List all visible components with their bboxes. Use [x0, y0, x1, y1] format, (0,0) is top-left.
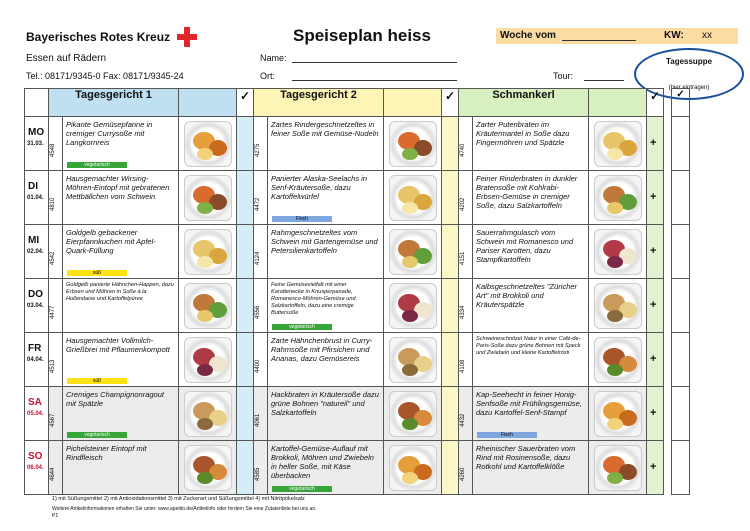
- dish-photo: [389, 175, 437, 221]
- dish-image-cell: [384, 441, 442, 495]
- dish-number: 4124: [255, 251, 261, 265]
- day-date: 06.04.: [27, 465, 44, 471]
- dish-description: Kap-Seehecht in feiner Honig-Senfsoße mit Frühlingsgemüse, dazu Kartoffel-Senf-Stampf: [476, 390, 582, 417]
- dish-description: Pikante Gemüsepfanne in cremiger Currysoße mit Langkornreis: [66, 120, 153, 147]
- order-checkbox[interactable]: [237, 225, 254, 279]
- dish-number: 4202: [460, 197, 466, 211]
- dish-text-cell: [473, 171, 589, 225]
- order-checkbox[interactable]: [647, 171, 664, 225]
- dish-number-cell: [49, 171, 63, 225]
- dish-text-cell: [473, 225, 589, 279]
- dish-number: 4556: [255, 305, 261, 319]
- dish-description: Hausgemachter Vollmilch-Grießbrei mit Pflaumenkompott: [66, 336, 170, 354]
- dish-text-cell: [268, 441, 384, 495]
- day-cell: [25, 441, 49, 495]
- dish-number: 4585: [255, 467, 261, 481]
- dish-number-cell: [254, 171, 268, 225]
- dish-number-cell: [49, 279, 63, 333]
- dish-description: Hackbraten in Kräutersoße dazu grüne Bohnen "natureil" und Salzkartoffeln: [271, 390, 379, 417]
- dish-text-cell: [268, 171, 384, 225]
- dish-number-cell: [254, 117, 268, 171]
- plus-sign: +: [650, 137, 657, 149]
- dish-description: Feine Gemüsevielfalt mit einer Karottenecke in Knusperpanade, Romanesco-Möhren-Gemüse und Salzkartoffeln, dazu eine cremige Buttersoße: [271, 282, 356, 316]
- dish-photo: [594, 121, 642, 167]
- order-checkbox[interactable]: [442, 225, 459, 279]
- dish-description: Zarte Hähnchenbrust in Curry-Rahmsoße mit Pfirsichen und Ananas, dazu Gemüsereis: [271, 336, 373, 363]
- plus-sign: +: [650, 353, 657, 365]
- column-header-1: Tagesgericht 1: [49, 89, 179, 117]
- dish-image-cell: [179, 117, 237, 171]
- order-checkbox[interactable]: [442, 387, 459, 441]
- order-checkbox[interactable]: [647, 117, 664, 171]
- plus-sign: +: [650, 191, 657, 203]
- dish-number: 4275: [255, 143, 261, 157]
- ort-field[interactable]: [292, 80, 457, 81]
- dish-description: Cremiges Champignonragout mit Spätzle: [66, 390, 164, 408]
- dish-image-cell: [589, 333, 647, 387]
- dish-text-cell: [268, 387, 384, 441]
- dish-description: Sauerrahmgulasch vom Schwein mit Romanesco und Pariser Karotten, dazu Stampfkartoffeln: [476, 228, 574, 264]
- org-name: Bayerisches Rotes Kreuz: [26, 30, 171, 44]
- dish-tag: vegetarisch: [67, 162, 127, 168]
- dish-text-cell: [268, 225, 384, 279]
- day-date: 03.04.: [27, 303, 44, 309]
- day-name: FR: [28, 343, 42, 354]
- dish-photo: [594, 445, 642, 491]
- dish-photo: [184, 445, 232, 491]
- footnotes: 1) mit Süßungsmittel 2) mit Antioxidationsmittel 3) mit Zuckerart und Süßungsmittel 4) mit Nitritpökelsalz: [52, 496, 305, 502]
- dish-number: 4472: [255, 197, 261, 211]
- dish-text-cell: [268, 117, 384, 171]
- dish-number-cell: [49, 225, 63, 279]
- dish-number-cell: [49, 117, 63, 171]
- dish-tag: vegetarisch: [272, 324, 332, 330]
- order-checkbox[interactable]: [647, 225, 664, 279]
- day-name: SA: [28, 397, 42, 408]
- dish-number: 4548: [50, 143, 56, 157]
- dish-text-cell: [473, 117, 589, 171]
- plus-sign: +: [650, 461, 657, 473]
- dish-image-cell: [179, 279, 237, 333]
- dish-image-cell: [179, 441, 237, 495]
- dish-number-cell: [459, 387, 473, 441]
- dish-photo: [594, 175, 642, 221]
- order-checkbox[interactable]: [647, 333, 664, 387]
- week-box: [496, 28, 738, 44]
- day-cell: [25, 387, 49, 441]
- dish-image-cell: [384, 171, 442, 225]
- dish-tag: Fisch: [477, 432, 537, 438]
- order-checkbox[interactable]: [442, 333, 459, 387]
- dish-description: Goldgelb panierte Hähnchen-Happen, dazu Erbsen und Möhren in Soße à la Hollandaise und Kartoffelpüree: [66, 282, 174, 302]
- dish-number: 4151: [460, 251, 466, 265]
- order-checkbox[interactable]: [237, 333, 254, 387]
- dish-tag: vegetarisch: [272, 486, 332, 492]
- dish-number-cell: [49, 387, 63, 441]
- day-cell: [25, 279, 49, 333]
- dish-number-cell: [459, 171, 473, 225]
- dish-description: Hausgemachter Wirsing-Möhren-Eintopf mit gebratenen Mettbällchen vom Schwein: [66, 174, 170, 201]
- week-label: Woche vom: [500, 30, 556, 41]
- dish-text-cell: [63, 441, 179, 495]
- plus-sign: +: [650, 299, 657, 311]
- dish-photo: [389, 283, 437, 329]
- soup-checkbox[interactable]: [672, 441, 690, 495]
- day-cell: [25, 171, 49, 225]
- order-checkbox[interactable]: [442, 171, 459, 225]
- dish-image-cell: [384, 333, 442, 387]
- dish-image-cell: [589, 117, 647, 171]
- dish-image-cell: [384, 387, 442, 441]
- dish-number-cell: [459, 225, 473, 279]
- dish-photo: [594, 283, 642, 329]
- soup-checkbox[interactable]: [672, 387, 690, 441]
- dish-number: 4644: [50, 467, 56, 481]
- dish-image-cell: [589, 171, 647, 225]
- order-checkbox[interactable]: [442, 117, 459, 171]
- dish-number-cell: [254, 279, 268, 333]
- dish-photo: [184, 121, 232, 167]
- dish-number-cell: [459, 117, 473, 171]
- dish-image-cell: [384, 279, 442, 333]
- page-number: P1: [52, 513, 59, 519]
- dish-photo: [184, 283, 232, 329]
- dish-image-cell: [589, 225, 647, 279]
- dish-tag: süß: [67, 270, 127, 276]
- dish-photo: [594, 391, 642, 437]
- dish-description: Kalbsgeschnetzeltes "Züricher Art" mit Brokkoli und Kräuterspätzle: [476, 282, 578, 309]
- dish-text-cell: [268, 279, 384, 333]
- check-header-2: ✓: [442, 89, 459, 117]
- dish-description: Goldgelb gebackener Eierpfannkuchen mit Apfel-Quark-Füllung: [66, 228, 156, 255]
- day-name: DI: [28, 181, 38, 192]
- dish-number: 4567: [50, 413, 56, 427]
- dish-photo: [184, 337, 232, 383]
- day-date: 01.04.: [27, 195, 44, 201]
- day-date: 31.03.: [27, 141, 44, 147]
- page-title: Speiseplan heiss: [293, 26, 431, 45]
- corner-cell: [25, 89, 49, 117]
- dish-photo: [184, 229, 232, 275]
- order-checkbox[interactable]: [442, 279, 459, 333]
- dish-photo: [389, 445, 437, 491]
- day-cell: [25, 117, 49, 171]
- dish-photo: [389, 229, 437, 275]
- day-cell: [25, 333, 49, 387]
- dish-photo: [594, 229, 642, 275]
- day-date: 04.04.: [27, 357, 44, 363]
- dish-image-cell: [384, 117, 442, 171]
- kw-label: KW:: [664, 30, 684, 41]
- day-date: 05.04.: [27, 411, 44, 417]
- dish-description: Kartoffel-Gemüse-Auflauf mit Brokkoli, Möhren und Zwiebeln in heller Soße, mit Käse überbacken: [271, 444, 374, 480]
- soup-checkbox[interactable]: [672, 333, 690, 387]
- menu-table: [24, 88, 690, 495]
- dish-photo: [184, 175, 232, 221]
- dish-image-cell: [179, 171, 237, 225]
- dish-description: Zartes Rindergeschnetzeltes in feiner Soße mit Gemüse-Nudeln: [271, 120, 379, 138]
- order-checkbox[interactable]: [237, 117, 254, 171]
- dish-number: 4513: [50, 359, 56, 373]
- plus-sign: +: [650, 245, 657, 257]
- soup-checkbox[interactable]: [672, 225, 690, 279]
- dish-photo: [389, 337, 437, 383]
- dish-image-cell: [589, 441, 647, 495]
- dish-number-cell: [49, 441, 63, 495]
- name-label: Name:: [260, 53, 287, 63]
- dish-description: Feiner Rinderbraten in dunkler Bratensoße mit Kohlrabi-Erbsen-Gemüse in cremiger Soße, dazu Salzkartoffeln: [476, 174, 578, 210]
- name-field[interactable]: [292, 62, 457, 63]
- dish-number: 4810: [50, 197, 56, 211]
- red-cross-logo: [177, 27, 197, 47]
- dish-text-cell: [473, 387, 589, 441]
- day-date: 02.04.: [27, 249, 44, 255]
- check-header-soup: ✓: [672, 89, 690, 117]
- dish-number: 4542: [50, 251, 56, 265]
- dish-image-cell: [179, 225, 237, 279]
- dish-number: 4740: [460, 143, 466, 157]
- ort-label: Ort:: [260, 71, 275, 81]
- order-checkbox[interactable]: [647, 279, 664, 333]
- dish-photo: [389, 391, 437, 437]
- dish-text-cell: [268, 333, 384, 387]
- dish-tag: Fisch: [272, 216, 332, 222]
- order-checkbox[interactable]: [442, 441, 459, 495]
- dish-number-cell: [459, 279, 473, 333]
- order-checkbox[interactable]: [647, 387, 664, 441]
- dish-text-cell: [473, 333, 589, 387]
- soup-title: Tagessuppe: [665, 57, 713, 66]
- dish-text-cell: [63, 225, 179, 279]
- order-checkbox[interactable]: [237, 387, 254, 441]
- day-name: MO: [28, 127, 45, 138]
- dish-image-cell: [589, 387, 647, 441]
- dish-text-cell: [473, 279, 589, 333]
- dish-number: 4432: [460, 413, 466, 427]
- dish-text-cell: [63, 171, 179, 225]
- order-checkbox[interactable]: [647, 441, 664, 495]
- kw-value: xx: [702, 30, 712, 41]
- check-header-1: ✓: [237, 89, 254, 117]
- dish-number-cell: [459, 333, 473, 387]
- dish-description: Rahmgeschnetzeltes vom Schwein mit Gartengemüse und Petersilienkartoffeln: [271, 228, 378, 255]
- soup-checkbox[interactable]: [672, 171, 690, 225]
- dish-number: 4061: [255, 413, 261, 427]
- service-name: Essen auf Rädern: [26, 53, 107, 64]
- soup-checkbox[interactable]: [672, 279, 690, 333]
- dish-image-cell: [179, 333, 237, 387]
- dish-description: Rheinischer Sauerbraten vom Rind mit Rosinensoße, dazu Rotkohl und Kartoffelklöße: [476, 444, 576, 471]
- tour-label: Tour:: [553, 71, 574, 81]
- dish-number: 4477: [50, 305, 56, 319]
- dish-text-cell: [63, 117, 179, 171]
- dish-text-cell: [63, 333, 179, 387]
- dish-description: Schweineschnitzel Natur in einer Café-de-Paris-Soße dazu grüne Bohnen mit Speck und Zwiebeln und kleine Kartoffelrösti: [476, 336, 581, 356]
- dish-text-cell: [63, 387, 179, 441]
- dish-photo: [389, 121, 437, 167]
- dish-number-cell: [254, 333, 268, 387]
- dish-number-cell: [254, 225, 268, 279]
- dish-image-cell: [384, 225, 442, 279]
- dish-description: Zarter Putenbraten im Kräutermantel in Soße dazu Fingermöhren und Spätzle: [476, 120, 570, 147]
- dish-number-cell: [459, 441, 473, 495]
- soup-hint: (hier eintragen): [668, 85, 710, 91]
- plus-sign: +: [650, 407, 657, 419]
- contact-line: Tel.: 08171/9345-0 Fax: 08171/9345-24: [26, 71, 184, 81]
- tour-field[interactable]: [584, 80, 624, 81]
- order-checkbox[interactable]: [237, 279, 254, 333]
- dish-description: Pichelsteiner Eintopf mit Rindfleisch: [66, 444, 147, 462]
- check-header-3: ✓: [647, 89, 664, 117]
- dish-number: 4400: [255, 359, 261, 373]
- dish-tag: süß: [67, 378, 127, 384]
- column-header-3: Schmankerl: [459, 89, 589, 117]
- dish-text-cell: [473, 441, 589, 495]
- week-field[interactable]: [562, 40, 636, 41]
- dish-photo: [594, 337, 642, 383]
- dish-number: 4334: [460, 305, 466, 319]
- dish-text-cell: [63, 279, 179, 333]
- day-name: DO: [28, 289, 43, 300]
- order-checkbox[interactable]: [237, 441, 254, 495]
- dish-number-cell: [254, 387, 268, 441]
- dish-number-cell: [49, 333, 63, 387]
- dish-description: Panierter Alaska-Seelachs in Senf-Kräutersoße, dazu Kartoffelwürfel: [271, 174, 368, 201]
- dish-photo: [184, 391, 232, 437]
- day-cell: [25, 225, 49, 279]
- day-name: SO: [28, 451, 43, 462]
- info-line: Weitere Artikelinformationen erhalten Sie unter: www.apetito.de/Artikelinfo oder fordern Sie eine Zutatenliste bei uns an.: [52, 506, 317, 512]
- dish-tag: vegetarisch: [67, 432, 127, 438]
- dish-number: 4260: [460, 467, 466, 481]
- soup-checkbox[interactable]: [672, 117, 690, 171]
- dish-image-cell: [179, 387, 237, 441]
- dish-image-cell: [589, 279, 647, 333]
- order-checkbox[interactable]: [237, 171, 254, 225]
- column-header-2: Tagesgericht 2: [254, 89, 384, 117]
- dish-number: 4108: [460, 359, 466, 373]
- day-name: MI: [28, 235, 40, 246]
- dish-number-cell: [254, 441, 268, 495]
